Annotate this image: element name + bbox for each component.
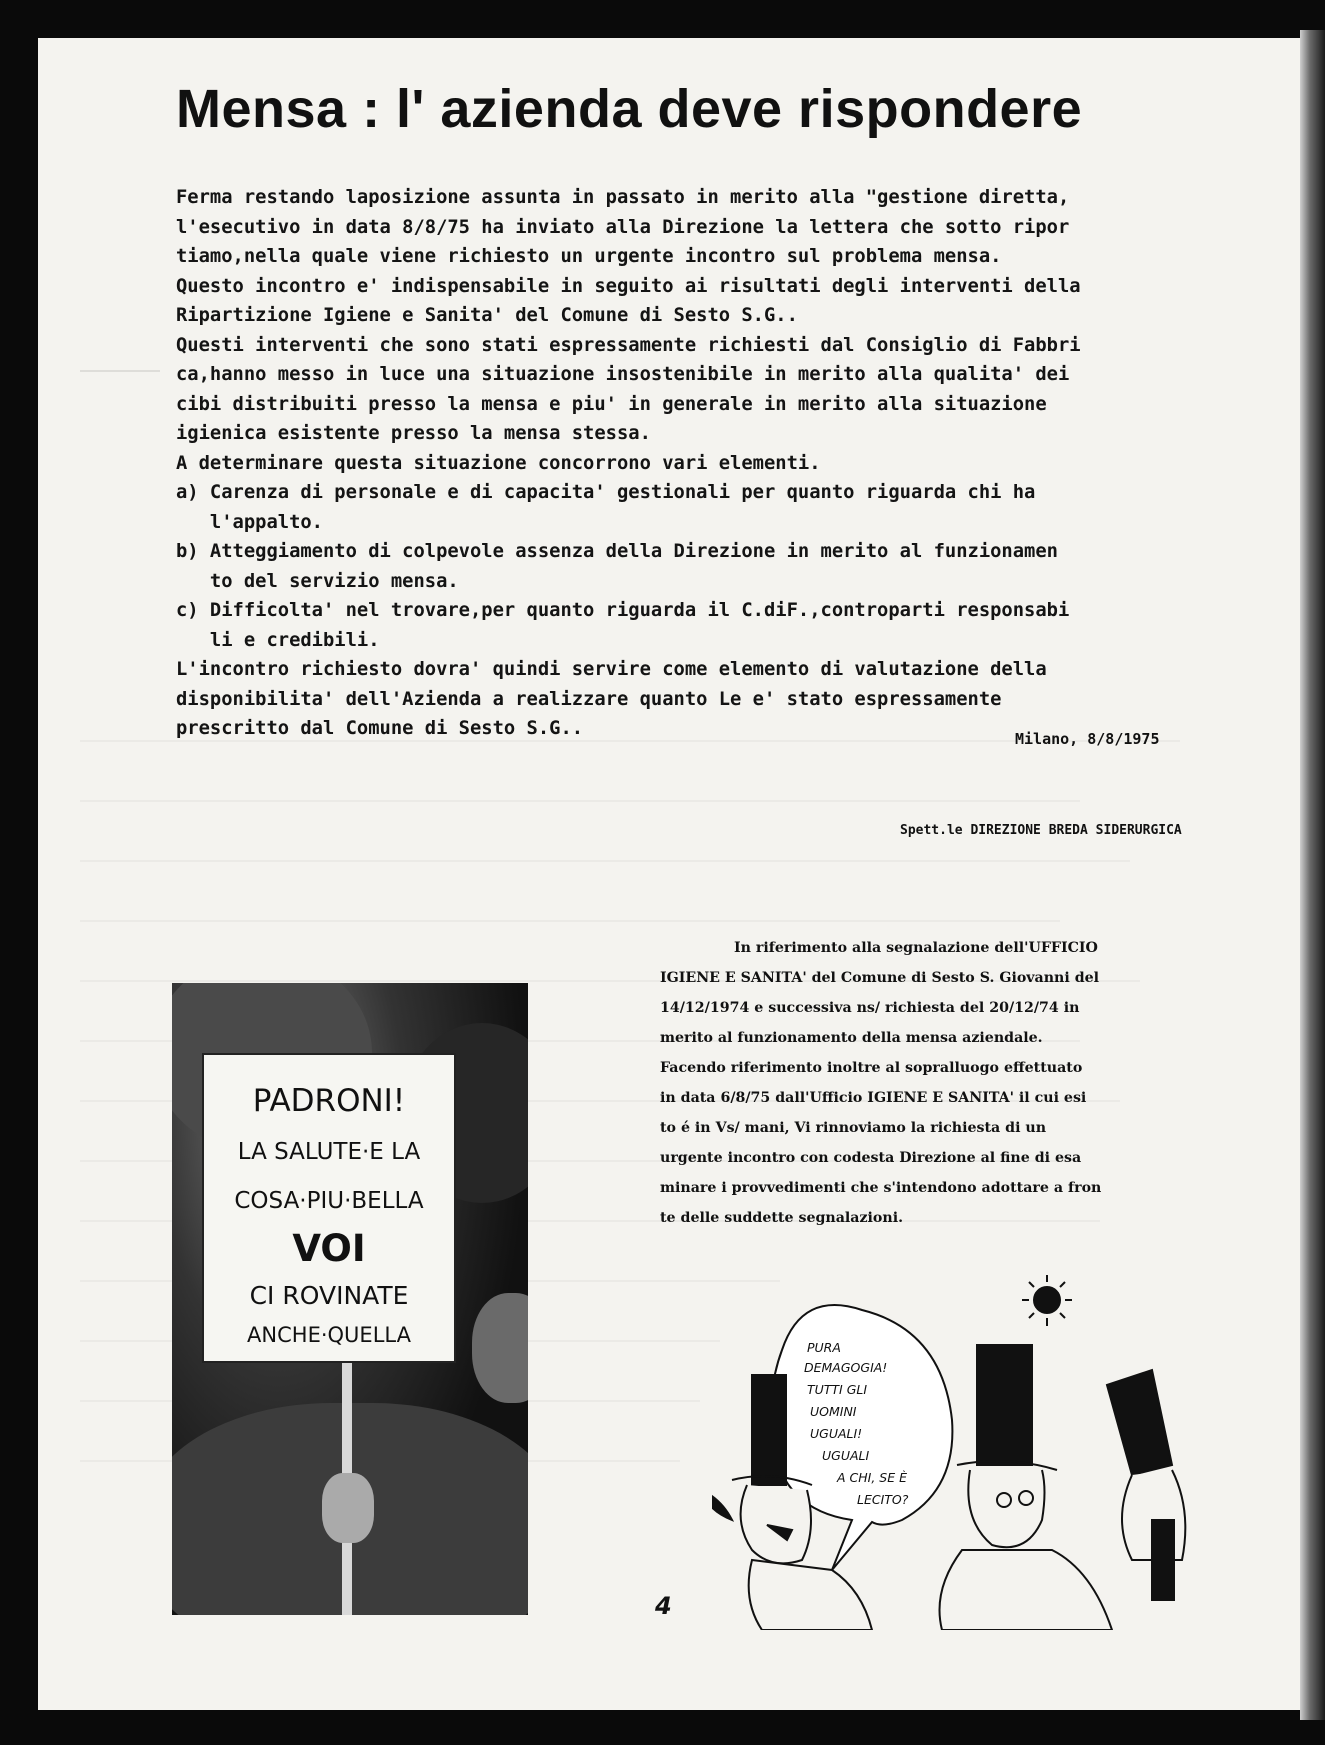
letter-line: in data 6/8/75 dall'Ufficio IGIENE E SANITA' il cui esi: [660, 1090, 1087, 1106]
bubble-line: LECITO?: [857, 1492, 909, 1507]
body-line: ca,hanno messo in luce una situazione insostenibile in merito alla qualita' dei: [176, 364, 1070, 385]
page-number: 4: [655, 1592, 672, 1620]
list-item-a-cont: l'appalto.: [176, 511, 323, 533]
list-item-b: b) Atteggiamento di colpevole assenza della Direzione in merito al funzionamen: [176, 541, 1058, 562]
bubble-line: A CHI, SE È: [837, 1470, 907, 1485]
article-body: [176, 183, 1236, 744]
letter-line: merito al funzionamento della mensa aziendale.: [660, 1030, 1043, 1046]
body-line: l'esecutivo in data 8/8/75 ha inviato alla Direzione la lettera che sotto ripor: [176, 216, 1070, 238]
body-line: cibi distribuiti presso la mensa e piu' in generale in merito alla situazione: [176, 393, 1047, 415]
body-line: Ripartizione Igiene e Sanita' del Comune di Sesto S.G..: [176, 305, 798, 326]
letter-line: In riferimento alla segnalazione dell'UFFICIO: [734, 940, 1098, 956]
bubble-line: UGUALI!: [810, 1426, 863, 1441]
satirical-cartoon: [712, 1270, 1272, 1630]
placard-line: LA SALUTE·E LA: [237, 1139, 421, 1165]
capitalist-figure-right: [1107, 1370, 1185, 1600]
letter-line: to é in Vs/ mani, Vi rinnoviamo la richiesta di un: [660, 1120, 1047, 1136]
page-edge: [1300, 30, 1325, 1720]
letter-line: urgente incontro con codesta Direzione al fine di esa: [660, 1150, 1082, 1166]
capitalist-figure-center: [940, 1345, 1113, 1630]
bubble-line: DEMAGOGIA!: [804, 1360, 888, 1375]
letter-line: 14/12/1974 e successiva ns/ richiesta del 20/12/74 in: [660, 1000, 1080, 1016]
body-line: igienica esistente presso la mensa stessa.: [176, 423, 651, 444]
letter-line: IGIENE E SANITA' del Comune di Sesto S. Giovanni del: [660, 970, 1100, 986]
headline: Mensa : l' azienda deve rispondere: [176, 79, 1083, 139]
letter-line: Facendo riferimento inoltre al sopralluogo effettuato: [660, 1060, 1083, 1076]
placard-line: CI ROVINATE: [249, 1281, 409, 1310]
protest-placard: [202, 1053, 456, 1363]
signature-date: Milano, 8/8/1975: [1015, 730, 1160, 748]
list-item-b-cont: to del servizio mensa.: [176, 570, 459, 592]
body-line: L'incontro richiesto dovra' quindi servire come elemento di valutazione della: [176, 659, 1047, 680]
body-line: disponibilita' dell'Azienda a realizzare quanto Le e' stato espressamente: [176, 688, 1002, 710]
protester-hand: [322, 1473, 374, 1543]
letter-line: te delle suddette segnalazioni.: [660, 1210, 904, 1226]
letter-line: minare i provvedimenti che s'intendono adottare a fron: [660, 1180, 1102, 1196]
body-line: Questo incontro e' indispensabile in seguito ai risultati degli interventi della: [176, 275, 1081, 297]
protest-photo: [172, 983, 528, 1615]
placard-line: ANCHE·QUELLA: [247, 1323, 411, 1347]
placard-line: COSA·PIU·BELLA: [234, 1188, 424, 1214]
list-item-a: a) Carenza di personale e di capacita' gestionali per quanto riguarda chi ha: [176, 482, 1036, 503]
letter-body: [660, 933, 1160, 1233]
bubble-line: TUTTI GLI: [807, 1382, 868, 1397]
body-line: Questi interventi che sono stati espressamente richiesti dal Consiglio di Fabbri: [176, 334, 1081, 356]
body-line: Ferma restando laposizione assunta in passato in merito alla "gestione diretta,: [176, 187, 1070, 208]
list-item-c: c) Difficolta' nel trovare,per quanto riguarda il C.diF.,controparti responsabi: [176, 600, 1070, 621]
placard-line: VOI: [292, 1227, 366, 1270]
bubble-line: UGUALI: [822, 1448, 870, 1463]
list-item-c-cont: li e credibili.: [176, 629, 380, 651]
placard-line: PADRONI!: [252, 1083, 406, 1119]
protester-head: [472, 1293, 528, 1403]
body-line: prescritto dal Comune di Sesto S.G..: [176, 718, 584, 739]
body-line: A determinare questa situazione concorrono vari elementi.: [176, 452, 821, 474]
letter-recipient: Spett.le DIREZIONE BREDA SIDERURGICA: [900, 823, 1182, 838]
body-line: tiamo,nella quale viene richiesto un urgente incontro sul problema mensa.: [176, 246, 1002, 267]
sun-icon: [1022, 1275, 1072, 1326]
bubble-line: UOMINI: [810, 1404, 857, 1419]
bubble-line: PURA: [807, 1340, 841, 1355]
